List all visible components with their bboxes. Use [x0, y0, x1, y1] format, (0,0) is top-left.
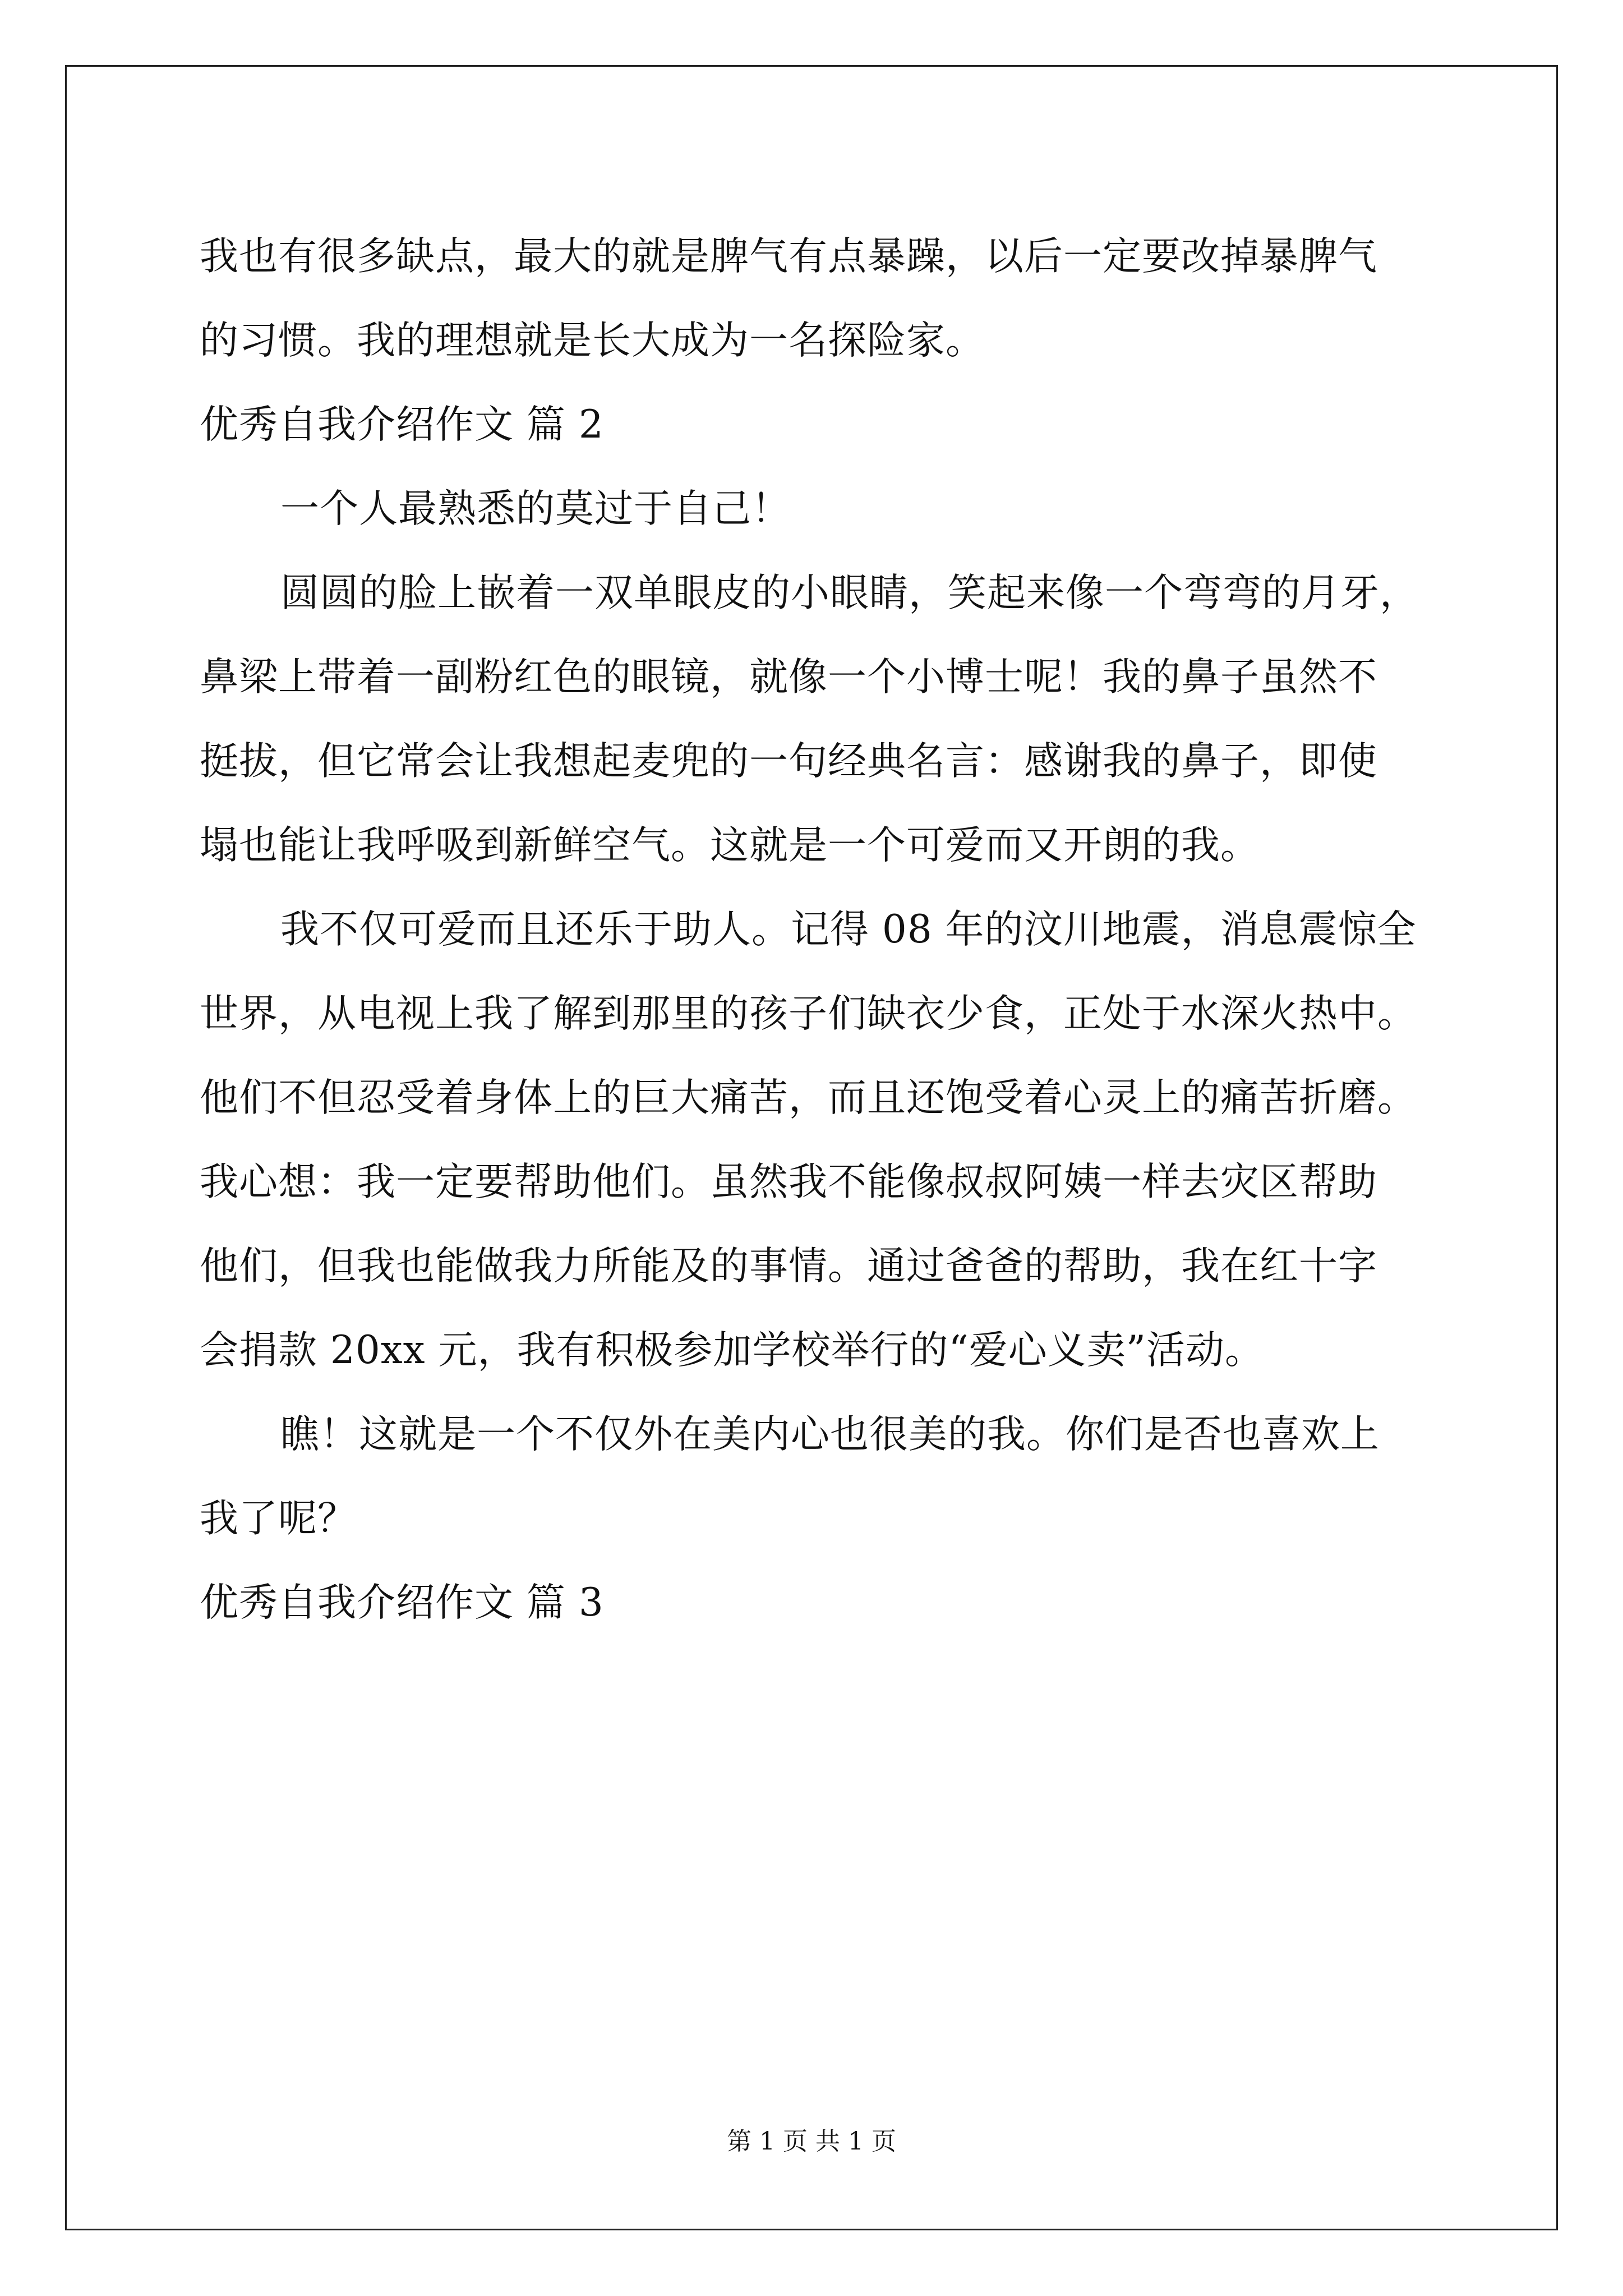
page-footer: 第 1 页 共 1 页 [727, 2127, 896, 2156]
paragraph-line: 我心想：我一定要帮助他们。虽然我不能像叔叔阿姨一样去灾区帮助 [200, 1159, 1377, 1204]
paragraph-line: 塌也能让我呼吸到新鲜空气。这就是一个可爱而又开朗的我。 [200, 823, 1260, 868]
page-border [65, 65, 1558, 2230]
paragraph-line: 我不仅可爱而且还乐于助人。记得 08 年的汶川地震，消息震惊全 [280, 907, 1417, 952]
paragraph-line: 我也有很多缺点，最大的就是脾气有点暴躁，以后一定要改掉暴脾气 [200, 234, 1377, 279]
paragraph-line: 瞧！这就是一个不仅外在美内心也很美的我。你们是否也喜欢上 [280, 1412, 1380, 1457]
paragraph-line: 鼻梁上带着一副粉红色的眼镜，就像一个小博士呢！我的鼻子虽然不 [200, 655, 1377, 700]
paragraph-line: 一个人最熟悉的莫过于自己！ [280, 486, 791, 531]
section-heading: 优秀自我介绍作文 篇 2 [200, 402, 604, 447]
paragraph-line: 我了呢？ [200, 1496, 357, 1541]
paragraph-line: 他们不但忍受着身体上的巨大痛苦，而且还饱受着心灵上的痛苦折磨。 [200, 1075, 1417, 1120]
paragraph-line: 挺拔，但它常会让我想起麦兜的一句经典名言：感谢我的鼻子，即使 [200, 739, 1377, 784]
paragraph-line: 会捐款 20xx 元，我有积极参加学校举行的“爱心义卖”活动。 [200, 1328, 1265, 1373]
paragraph-line: 世界，从电视上我了解到那里的孩子们缺衣少食，正处于水深火热中。 [200, 991, 1417, 1036]
paragraph-line: 圆圆的脸上嵌着一双单眼皮的小眼睛，笑起来像一个弯弯的月牙， [280, 570, 1419, 615]
section-heading: 优秀自我介绍作文 篇 3 [200, 1580, 604, 1625]
paragraph-line: 的习惯。我的理想就是长大成为一名探险家。 [200, 318, 985, 363]
paragraph-line: 他们，但我也能做我力所能及的事情。通过爸爸的帮助，我在红十字 [200, 1244, 1377, 1289]
